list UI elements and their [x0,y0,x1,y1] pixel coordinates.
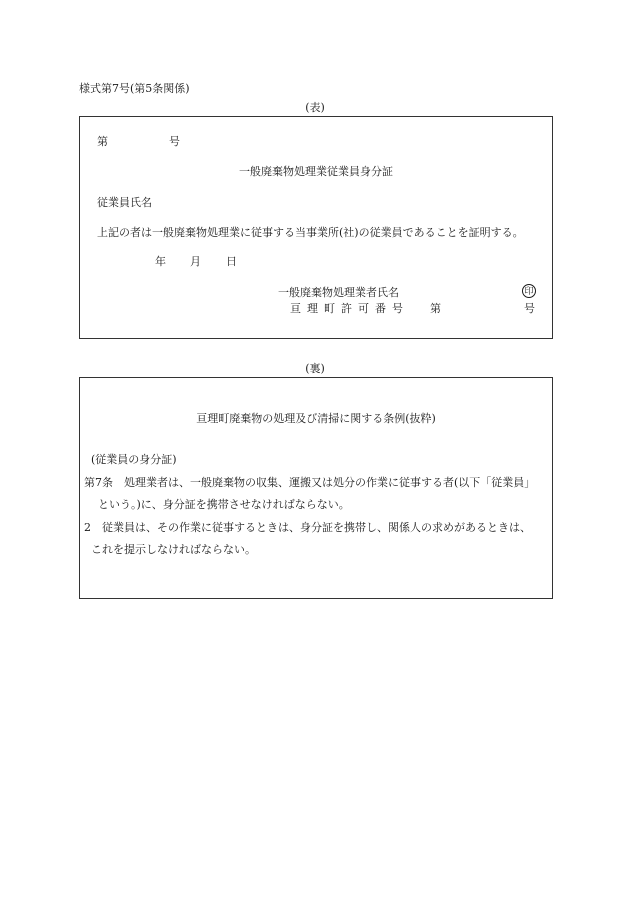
id-card-title: 一般廃棄物処理業従業員身分証 [239,165,393,178]
back-side-panel [79,377,553,599]
front-side-panel [79,116,553,339]
article-7-line-2: という。)に、身分証を携帯させなければならない。 [98,498,350,511]
permit-number-suffix: 号 [524,302,535,315]
date-day-label: 日 [226,255,237,268]
date-year-label: 年 [155,255,166,268]
clause-2-line-1: 2 従業員は、その作業に従事するときは、身分証を携帯し、関係人の求めがあるときは、 [84,521,531,534]
form-number-header: 様式第7号(第5条関係) [79,82,190,95]
seal-mark: 印 [522,284,536,298]
permit-number-prefix: 第 [430,302,441,315]
clause-2-line-2: これを提示しなければならない。 [91,543,256,556]
section-heading: (従業員の身分証) [91,453,177,466]
card-number-suffix: 号 [169,135,180,148]
permit-number-label: 亘理町許可番号 [290,302,409,315]
front-side-label: (表) [305,101,325,114]
date-month-label: 月 [190,255,201,268]
back-side-label: (裏) [305,362,325,375]
ordinance-title: 亘理町廃棄物の処理及び清掃に関する条例(抜粋) [196,412,436,425]
operator-name-label: 一般廃棄物処理業者氏名 [278,286,399,299]
certification-text: 上記の者は一般廃棄物処理業に従事する当事業所(社)の従業員であることを証明する。 [97,226,524,239]
employee-name-label: 従業員氏名 [97,196,152,209]
card-number-prefix: 第 [97,135,108,148]
article-7-line-1: 第7条 処理業者は、一般廃棄物の収集、運搬又は処分の作業に従事する者(以下「従業員」 [84,476,536,489]
